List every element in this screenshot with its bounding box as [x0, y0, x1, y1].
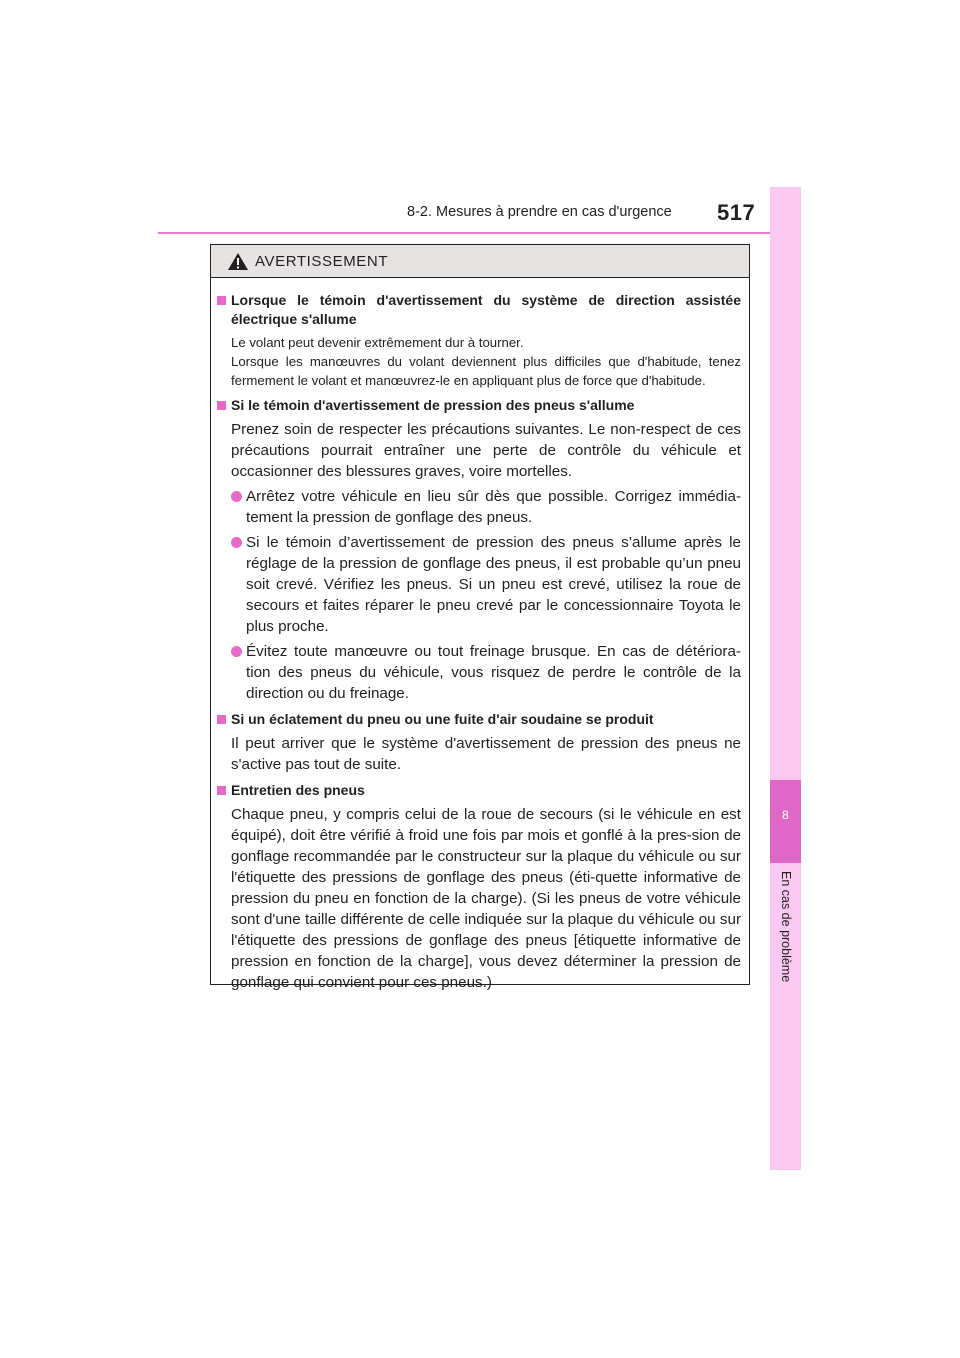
square-bullet-icon — [217, 401, 226, 410]
chapter-side-tab — [770, 187, 801, 1170]
circle-bullet-icon — [231, 537, 242, 548]
square-bullet-icon — [217, 786, 226, 795]
chapter-number: 8 — [782, 808, 789, 822]
section-heading: Si un éclatement du pneu ou une fuite d'air soudaine se produit — [217, 710, 741, 729]
paragraph: Chaque pneu, y compris celui de la roue de secours (si le véhicule en est équipé), doit être vérifié à froid une fois par mois et gonflé à la pres-sion de gonflage recommandée par le constructeur sur la plaque du véhicule ou sur l'étiquette des pressions de gonflage des pneus (éti-quette informative de pression du pneu en fonction de la charge). (Si les pneus de votre véhicule sont d'une taille différente de celle indiquée sur la plaque du véhicule ou sur l'étiquette des pressions de gonflage des pneus [étiquette informative de pression en fonction de la charge], vous devez déterminer la pression de gonflage qui convient pour ces pneus.) — [231, 806, 741, 991]
section-heading: Lorsque le témoin d'avertissement du système de direction assistée électrique s'allume — [217, 291, 741, 329]
square-bullet-icon — [217, 296, 226, 305]
warning-triangle-icon — [227, 252, 249, 271]
chapter-number-tab[interactable] — [770, 780, 801, 863]
warning-body — [217, 291, 741, 993]
paragraph: Lorsque les manœuvres du volant deviennent plus difficiles que d'habitude, tenez fermement le volant et manœuvrez-le en appliquant plus de force que d'habitude. — [231, 354, 741, 388]
list-item: Arrêtez votre véhicule en lieu sûr dès que possible. Corrigez immédia-tement la pression de gonflage des pneus. — [231, 486, 741, 528]
section-heading: Entretien des pneus — [217, 781, 741, 800]
paragraph: Il peut arriver que le système d'avertissement de pression des pneus ne s'active pas tout de suite. — [231, 735, 741, 773]
section-title: 8-2. Mesures à prendre en cas d'urgence — [407, 204, 672, 220]
warning-header — [211, 245, 749, 278]
circle-bullet-icon — [231, 646, 242, 657]
section-heading: Si le témoin d'avertissement de pression des pneus s'allume — [217, 396, 741, 415]
circle-bullet-icon — [231, 491, 242, 502]
chapter-title: En cas de problème — [779, 871, 793, 983]
paragraph: Le volant peut devenir extrêmement dur à tourner. — [231, 335, 524, 350]
page-number: 517 — [717, 200, 756, 225]
warning-title: AVERTISSEMENT — [255, 253, 389, 270]
warning-box — [210, 244, 750, 991]
list-item: Évitez toute manœuvre ou tout freinage brusque. En cas de détériora-tion des pneus du véhicule, vous risquez de perdre le contrôle de la direction ou du freinage. — [231, 641, 741, 704]
header-rule — [158, 232, 800, 234]
paragraph: Prenez soin de respecter les précautions suivantes. Le non-respect de ces précautions pourrait entraîner une perte de contrôle du véhicule et occasionner des blessures graves, voire mortelles. — [231, 421, 741, 480]
list-item: Si le témoin d’avertissement de pression des pneus s’allume après le réglage de la pression de gonflage des pneus, il est probable qu’un pneu soit crevé. Vérifiez les pneus. Si un pneu est crevé, utilisez la roue de secours et faites réparer le pneu crevé par le concessionnaire Toyota le plus proche. — [231, 532, 741, 637]
square-bullet-icon — [217, 715, 226, 724]
